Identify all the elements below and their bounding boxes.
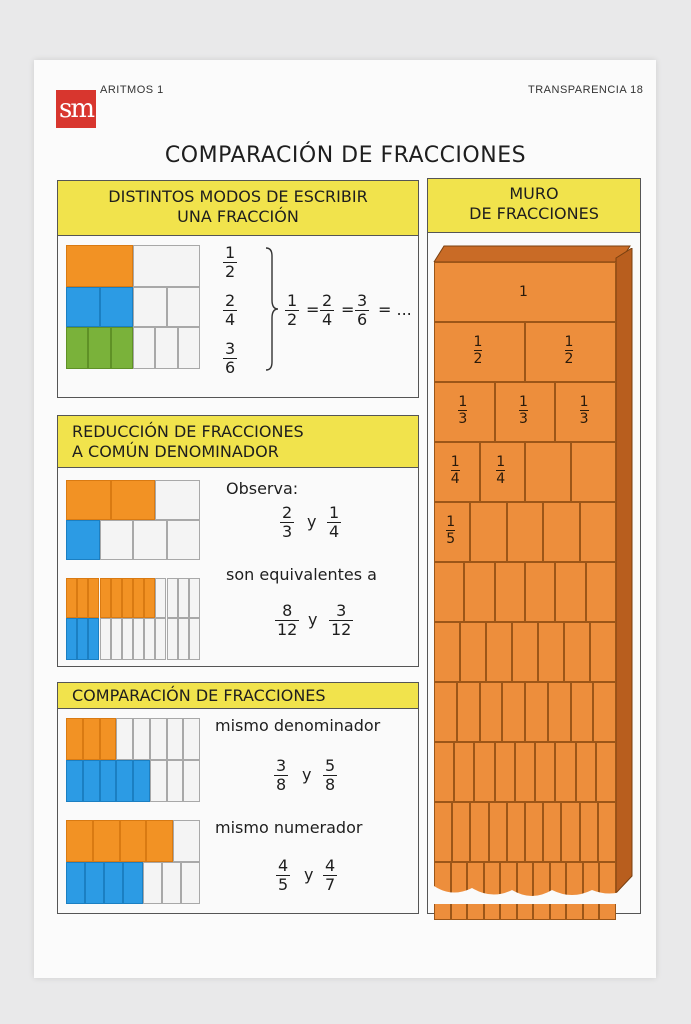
- wall-label-numerator: 1: [496, 454, 506, 470]
- seventh-strip-part: [143, 862, 162, 904]
- wall-brick-1-7: [460, 622, 486, 682]
- panel-writing-fractions-heading: [58, 181, 418, 236]
- wall-brick-1-10: [470, 802, 488, 862]
- wall-brick-1-5: [543, 502, 579, 562]
- eighth-strip-part: [150, 760, 167, 802]
- wall-label-numerator: 1: [564, 334, 574, 350]
- fifth-strip-part: [66, 820, 93, 862]
- third-strip-part: [155, 480, 200, 520]
- twelfth-strip-part: [167, 618, 178, 660]
- panel-comparison-heading: [58, 683, 418, 709]
- wall-brick-1-7: [512, 622, 538, 682]
- wall-label-whole: 1: [519, 284, 528, 300]
- wall-brick-1-10: [507, 802, 525, 862]
- wall-label-unit-fraction: [496, 454, 505, 487]
- wall-brick-1-8: [548, 682, 571, 742]
- wall-label-unit-fraction: [565, 334, 574, 367]
- twelfth-strip-part: [88, 578, 99, 618]
- twelfth-strip-part: [133, 618, 144, 660]
- wall-brick-1-9: [555, 742, 575, 802]
- eq-fraction-3: $\frac{3}{6}$: [357, 291, 368, 329]
- wall-label-numerator: 1: [579, 394, 589, 410]
- fraction-five-eighths: $\frac{5}{8}$: [325, 756, 336, 794]
- seventh-strip-part: [181, 862, 200, 904]
- twelfth-strip-part: [133, 578, 144, 618]
- wall-label-numerator: 1: [519, 394, 528, 410]
- wall-label-numerator: 1: [450, 454, 460, 470]
- wall-label-numerator: 1: [473, 334, 483, 350]
- eighth-strip-part: [100, 760, 117, 802]
- twelfth-strip-part: [77, 618, 88, 660]
- quarter-strip-part: [66, 287, 100, 327]
- eighth-strip-part: [167, 718, 184, 760]
- wall-brick-1-7: [590, 622, 616, 682]
- twelfth-strip-part: [189, 618, 200, 660]
- third-strip-part: [66, 480, 111, 520]
- wall-label-unit-fraction: [474, 334, 483, 367]
- wall-brick-1-9: [576, 742, 596, 802]
- wall-label-denominator: 4: [450, 471, 460, 487]
- twelfth-strip-part: [100, 618, 111, 660]
- quarter-strip-part: [167, 520, 201, 560]
- wall-brick-1-5: [580, 502, 616, 562]
- wall-brick-1-6: [434, 562, 464, 622]
- wall-label-denominator: 5: [446, 531, 456, 547]
- wall-label-unit-fraction: [519, 394, 528, 427]
- same-denominator-label: mismo denominador: [215, 716, 381, 735]
- fraction-three-eighths: $\frac{3}{8}$: [276, 756, 287, 794]
- twelfth-strip-part: [189, 578, 200, 618]
- fraction-one-half: $\frac{1}{2}$: [225, 243, 236, 281]
- heading-line-1: DISTINTOS MODOS DE ESCRIBIR: [108, 187, 368, 206]
- wall-brick-1-8: [480, 682, 503, 742]
- wall-brick-1-5: [470, 502, 506, 562]
- wall-brick-1-4: [571, 442, 617, 502]
- heading-line-1: COMPARACIÓN DE FRACCIONES: [72, 686, 326, 705]
- eighth-strip-part: [83, 760, 100, 802]
- wall-label-numerator: 1: [446, 514, 456, 530]
- wall-brick-1-10: [561, 802, 579, 862]
- fraction-two-quarters: $\frac{2}{4}$: [225, 291, 236, 329]
- wall-brick-1-7: [564, 622, 590, 682]
- quarter-strip-part: [100, 520, 134, 560]
- quarter-strip-part: [133, 520, 167, 560]
- eighth-strip-part: [116, 760, 133, 802]
- wall-brick-1-9: [515, 742, 535, 802]
- half-strip-part: [66, 245, 133, 287]
- eighth-strip-part: [83, 718, 100, 760]
- seventh-strip-part: [85, 862, 104, 904]
- wall-brick-1-8: [502, 682, 525, 742]
- same-numerator-label: mismo numerador: [215, 818, 363, 837]
- transparency-number: TRANSPARENCIA 18: [528, 84, 644, 96]
- eq-fraction-1: $\frac{1}{2}$: [287, 291, 298, 329]
- twelfth-strip-part: [111, 578, 122, 618]
- wall-brick-1-6: [555, 562, 585, 622]
- twelfth-strip-part: [111, 618, 122, 660]
- heading-line-2: UNA FRACCIÓN: [177, 207, 299, 226]
- wall-brick-1-9: [495, 742, 515, 802]
- wall-brick-1-10: [598, 802, 616, 862]
- wall-brick-1-4: [525, 442, 571, 502]
- wall-brick-1-6: [464, 562, 494, 622]
- eighth-strip-part: [150, 718, 167, 760]
- wall-brick-1-7: [434, 622, 460, 682]
- wall-base-edge: [432, 884, 632, 908]
- heading-line-2: A COMÚN DENOMINADOR: [72, 442, 279, 461]
- wall-brick-1-7: [486, 622, 512, 682]
- seventh-strip-part: [162, 862, 181, 904]
- wall-brick-1-5: [507, 502, 543, 562]
- wall-label-unit-fraction: [451, 454, 460, 487]
- twelfth-strip-part: [144, 578, 155, 618]
- wall-brick-1-8: [571, 682, 594, 742]
- twelfth-strip-part: [66, 618, 77, 660]
- wall-brick-1-6: [525, 562, 555, 622]
- twelfth-strip-part: [88, 618, 99, 660]
- seventh-strip-part: [66, 862, 85, 904]
- wall-brick-1-9: [535, 742, 555, 802]
- connector-y: y: [302, 765, 312, 784]
- fraction-four-fifths: $\frac{4}{5}$: [278, 856, 289, 894]
- heading-line-2: DE FRACCIONES: [469, 204, 599, 223]
- wall-brick-1-10: [580, 802, 598, 862]
- series-label: ARITMOS 1: [100, 84, 164, 96]
- wall-brick-1-9: [474, 742, 494, 802]
- twelfth-strip-part: [155, 578, 166, 618]
- twelfth-strip-part: [100, 578, 111, 618]
- fifth-strip-part: [146, 820, 173, 862]
- equals-sign: =: [306, 300, 320, 319]
- eq-fraction-2: $\frac{2}{4}$: [322, 291, 333, 329]
- wall-label-denominator: 3: [519, 411, 528, 427]
- half-strip-part: [133, 245, 200, 287]
- wall-label-denominator: 3: [458, 411, 468, 427]
- quarter-strip-part: [66, 520, 100, 560]
- wall-label-unit-fraction: [458, 394, 467, 427]
- twelfth-strip-part: [155, 618, 166, 660]
- fraction-eight-twelfths: $\frac{8}{12}$: [277, 601, 298, 639]
- connector-y: y: [308, 610, 318, 629]
- seventh-strip-part: [104, 862, 123, 904]
- curly-brace-icon: [262, 246, 280, 372]
- equals-sign: =: [341, 300, 355, 319]
- wall-brick-1-8: [525, 682, 548, 742]
- wall-brick-1-8: [434, 682, 457, 742]
- sixth-strip-part: [178, 327, 200, 369]
- sixth-strip-part: [66, 327, 88, 369]
- wall-brick-1-10: [525, 802, 543, 862]
- eighth-strip-part: [133, 718, 150, 760]
- wall-brick-1-10: [452, 802, 470, 862]
- third-strip-part: [111, 480, 156, 520]
- quarter-strip-part: [100, 287, 134, 327]
- twelfth-strip-part: [178, 618, 189, 660]
- observe-label: Observa:: [226, 479, 299, 498]
- wall-label-denominator: 2: [564, 351, 574, 367]
- eighth-strip-part: [66, 718, 83, 760]
- wall-brick-1-9: [454, 742, 474, 802]
- wall-top-face: [430, 244, 636, 262]
- fraction-three-sixths: $\frac{3}{6}$: [225, 339, 236, 377]
- twelfth-strip-part: [122, 578, 133, 618]
- page-title: COMPARACIÓN DE FRACCIONES: [164, 143, 527, 168]
- twelfth-strip-part: [77, 578, 88, 618]
- equivalent-label: son equivalentes a: [226, 565, 377, 584]
- sixth-strip-part: [111, 327, 133, 369]
- wall-label-numerator: 1: [458, 394, 468, 410]
- wall-label-denominator: 2: [473, 351, 483, 367]
- fifth-strip-part: [120, 820, 147, 862]
- fraction-two-thirds: $\frac{2}{3}$: [282, 503, 293, 541]
- fraction-three-twelfths: $\frac{3}{12}$: [331, 601, 352, 639]
- panel-common-denominator-heading: [58, 416, 418, 468]
- quarter-strip-part: [133, 287, 167, 327]
- twelfth-strip-part: [66, 578, 77, 618]
- fifth-strip-part: [173, 820, 200, 862]
- wall-brick-1-9: [434, 742, 454, 802]
- wall-brick-1-8: [593, 682, 616, 742]
- sixth-strip-part: [155, 327, 177, 369]
- eighth-strip-part: [167, 760, 184, 802]
- eighth-strip-part: [133, 760, 150, 802]
- quarter-strip-part: [167, 287, 201, 327]
- connector-y: y: [304, 865, 314, 884]
- wall-brick-1-10: [543, 802, 561, 862]
- fifth-strip-part: [93, 820, 120, 862]
- twelfth-strip-part: [167, 578, 178, 618]
- wall-label-denominator: 4: [496, 471, 506, 487]
- wall-label-denominator: 3: [579, 411, 589, 427]
- eighth-strip-part: [183, 718, 200, 760]
- heading-line-1: REDUCCIÓN DE FRACCIONES: [72, 422, 304, 441]
- heading-line-1: MURO: [509, 184, 559, 203]
- equality-ellipsis: = ...: [378, 300, 412, 319]
- wall-brick-1-6: [586, 562, 616, 622]
- wall-brick-1-8: [457, 682, 480, 742]
- fraction-one-quarter: $\frac{1}{4}$: [329, 503, 340, 541]
- eighth-strip-part: [66, 760, 83, 802]
- fraction-four-sevenths: $\frac{4}{7}$: [325, 856, 336, 894]
- connector-y: y: [307, 512, 317, 531]
- sixth-strip-part: [88, 327, 110, 369]
- wall-brick-1-9: [596, 742, 616, 802]
- wall-brick-1-10: [489, 802, 507, 862]
- panel-fraction-wall-heading: [428, 179, 640, 233]
- seventh-strip-part: [123, 862, 142, 904]
- sixth-strip-part: [133, 327, 155, 369]
- twelfth-strip-part: [178, 578, 189, 618]
- wall-label-unit-fraction: [580, 394, 589, 427]
- publisher-logo: sm: [56, 90, 96, 128]
- eighth-strip-part: [116, 718, 133, 760]
- wall-label-unit-fraction: [446, 514, 455, 547]
- eighth-strip-part: [183, 760, 200, 802]
- wall-brick-1-10: [434, 802, 452, 862]
- wall-brick-1-7: [538, 622, 564, 682]
- twelfth-strip-part: [122, 618, 133, 660]
- wall-brick-1-6: [495, 562, 525, 622]
- twelfth-strip-part: [144, 618, 155, 660]
- eighth-strip-part: [100, 718, 117, 760]
